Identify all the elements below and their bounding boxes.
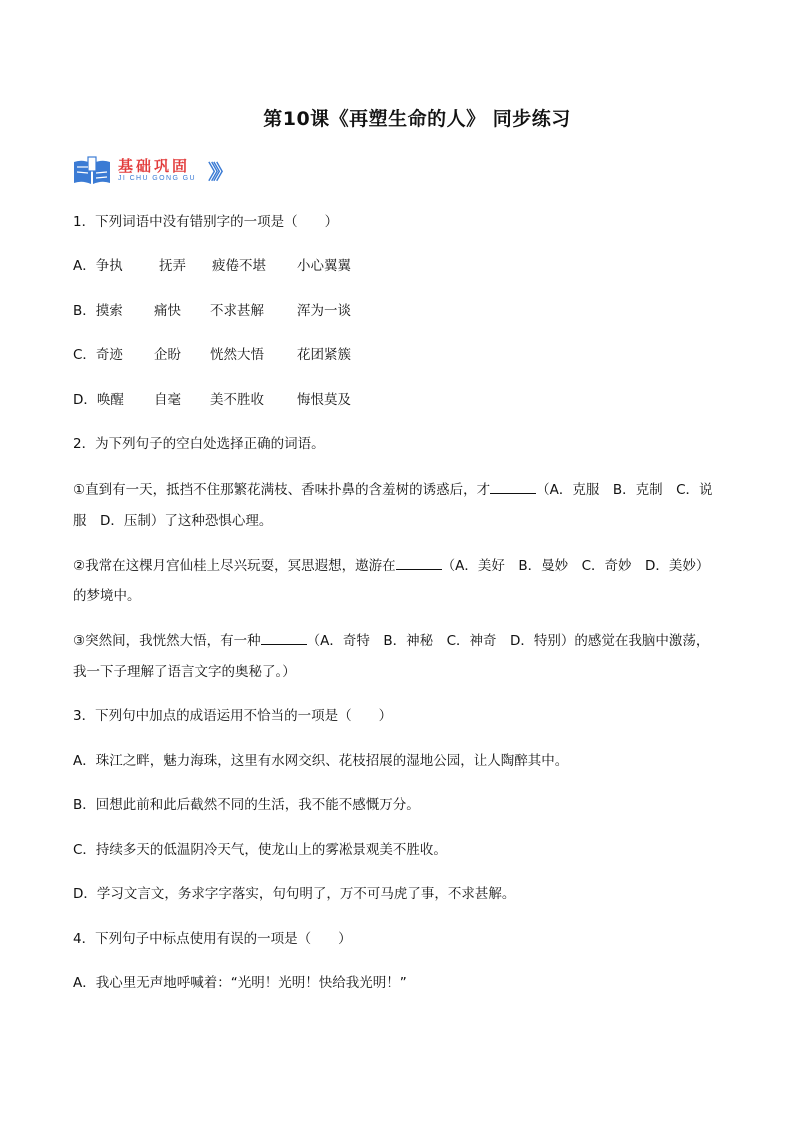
q2-sentence-1-cont: 服 D．压制）了这种恐惧心理。 [73, 513, 273, 529]
book-icon [72, 156, 112, 186]
q3-option-c: C．持续多天的低温阴冷天气，使龙山上的雾凇景观美不胜收。 [73, 842, 447, 858]
chevron-right-icon: 》》 [208, 160, 228, 184]
q2-sentence-2-cont: 的梦境中。 [73, 588, 141, 604]
q2-sentence-3: ③突然间，我恍然大悟，有一种 （A．奇特 B．神秘 C．神奇 D．特别）的感觉在我脑中激荡， [73, 630, 709, 651]
q3-option-d: D．学习文言文，务求字字落实，句句明了，万不可马虎了事，不求甚解。 [73, 886, 516, 902]
q1-option-b: B．摸索 痛快 不求甚解 浑为一谈 [73, 303, 351, 319]
q4-stem: 4．下列句子中标点使用有误的一项是（ ） [73, 931, 352, 947]
banner-title: 基础巩固 [118, 157, 191, 175]
q2-sentence-3-cont: 我一下子理解了语言文字的奥秘了。） [73, 664, 296, 680]
q2-sentence-1: ①直到有一天，抵挡不住那繁花满枝、香味扑鼻的含羞树的诱惑后，才 （A．克服 B．克制 C．说 [73, 479, 713, 500]
q3-option-a: A．珠江之畔，魅力海珠，这里有水网交织、花枝招展的湿地公园，让人陶醉其中。 [73, 753, 569, 769]
q1-option-c: C．奇迹 企盼 恍然大悟 花团紧簇 [73, 347, 351, 363]
section-banner [72, 154, 272, 190]
q2-sentence-2: ②我常在这棵月宫仙桂上尽兴玩耍，冥思遐想，遨游在 （A．美好 B．曼妙 C．奇妙 D．美妙） [73, 555, 709, 576]
q2-stem: 2．为下列句子的空白处选择正确的词语。 [73, 436, 325, 452]
banner-pinyin: JI CHU GONG GU [118, 175, 196, 182]
answer-blank [261, 630, 307, 645]
page-title: 第10课《再塑生命的人》 同步练习 [263, 108, 571, 130]
q1-stem: 1．下列词语中没有错别字的一项是（ ） [73, 214, 339, 230]
q1-option-d: D．唤醒 自毫 美不胜收 悔恨莫及 [73, 392, 351, 408]
q4-option-a: A．我心里无声地呼喊着：“光明！光明！快给我光明！” [73, 975, 407, 991]
q1-option-a: A．争执 抚弄 疲倦不堪 小心翼翼 [73, 258, 351, 274]
q3-option-b: B．回想此前和此后截然不同的生活，我不能不感慨万分。 [73, 797, 420, 813]
answer-blank [396, 555, 442, 570]
answer-blank [490, 479, 536, 494]
q3-stem: 3．下列句中加点的成语运用不恰当的一项是（ ） [73, 708, 393, 724]
